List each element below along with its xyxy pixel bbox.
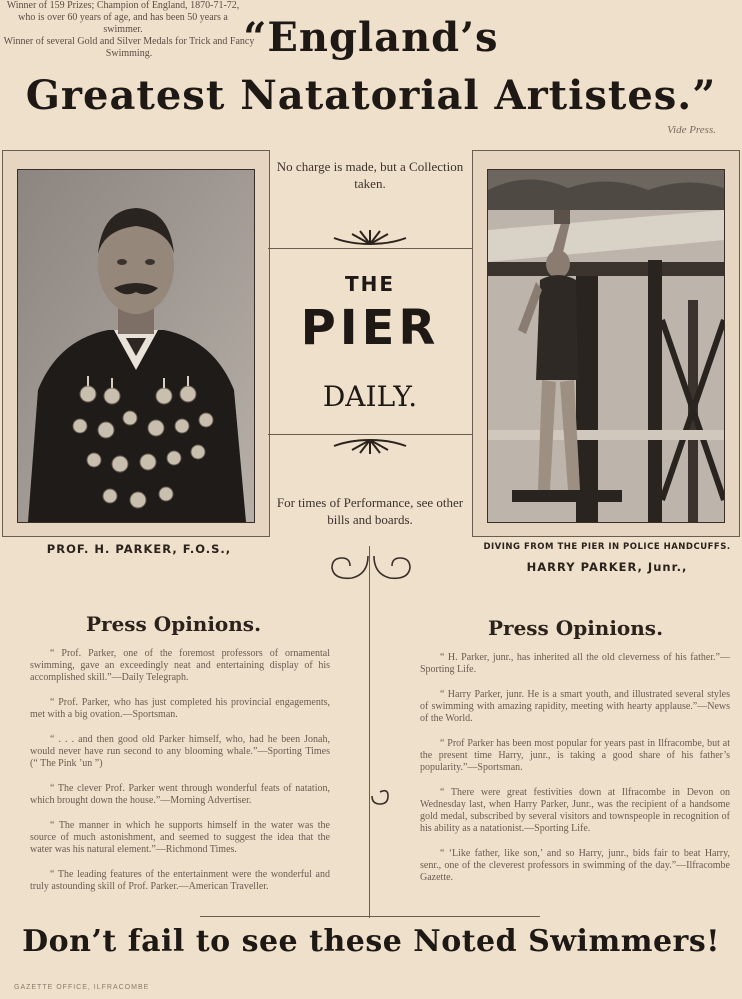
title-pier: PIER [300, 300, 440, 356]
center-divider-top [268, 248, 472, 249]
title-daily: DAILY. [322, 380, 418, 413]
fan-ornament-icon [320, 226, 420, 246]
press-quote: “ The manner in which he supports himself in the water was the source of much astonishment, and seemed to suggest the idea that the water was his natural element.”—Richmond Times. [30, 820, 330, 855]
prof-parker-photo [17, 169, 255, 523]
harry-parker-description: Winner of several Gold and Silver Medals for Trick and Fancy Swimming. [3, 36, 255, 59]
press-quotes-left [30, 648, 330, 906]
press-opinions-heading-right: Press Opinions. [488, 616, 664, 640]
press-quote: “ ‘Like father, like son,’ and so Harry, junr., bids fair to beat Harry, senr., one of the cleverest professors in swimming of the day.”—Ilfracombe Gazette. [420, 848, 730, 883]
press-quote: “ Prof. Parker, one of the foremost professors of ornamental swimming, gave an exceedingly neat and entertaining display of his accomplished skill.”—Daily Telegraph. [30, 648, 330, 683]
printer-imprint: GAZETTE OFFICE, ILFRACOMBE [14, 984, 150, 991]
press-quote: “ Prof Parker has been most popular for years past in Ilfracombe, but at the present time Harry, junr., is taking a good share of his father’s popularity.”—Sportsman. [420, 738, 730, 773]
scroll-ornament-icon [322, 552, 420, 812]
press-quote: “ The clever Prof. Parker went through wonderful feats of natation, which brought down the house.”—Morning Advertiser. [30, 783, 330, 806]
press-quote: “ H. Parker, junr., has inherited all the old cleverness of his father.”—Sporting Life. [420, 652, 730, 675]
headline-line-2: Greatest Natatorial Artistes.” [25, 72, 717, 119]
title-the: THE [344, 272, 396, 296]
performance-note: For times of Performance, see other bills and boards. [276, 495, 464, 527]
prof-parker-name: PROF. H. PARKER, F.O.S., [46, 542, 232, 556]
press-quote: “ The leading features of the entertainment were the wonderful and truly astounding skill of Prof. Parker.—American Traveller. [30, 869, 330, 892]
prof-parker-description: Winner of 159 Prizes; Champion of England, 1870-71-72, who is over 60 years of age, and has been 50 years a swimmer. [6, 0, 240, 35]
press-quote: “ Harry Parker, junr. He is a smart youth, and illustrated several styles of swimming with amazing rapidity, meeting with hearty applause.”—News of the World. [420, 689, 730, 724]
collection-note: No charge is made, but a Collection taken. [276, 159, 464, 191]
center-divider-bottom [268, 434, 472, 435]
left-photo-frame [2, 150, 270, 537]
press-quote: “ Prof. Parker, who has just completed his provincial engagements, met with a big ovation.—Sportsman. [30, 697, 330, 720]
diving-caption: DIVING FROM THE PIER IN POLICE HANDCUFFS. [483, 542, 731, 552]
harry-parker-name: HARRY PARKER, Junr., [526, 560, 688, 574]
right-photo-frame [472, 150, 740, 537]
press-quote: “ . . . and then good old Parker himself, who, had he been Jonah, would never have run second to any blooming whale.”—Sporting Times (“ The Pink ’un ”) [30, 734, 330, 769]
headline-line-1: “England’s [243, 14, 499, 61]
press-quote: “ There were great festivities down at Ilfracombe in Devon on Wednesday last, when Harry Parker, Junr., was the recipient of a handsome gold medal, subscribed by several visitors and townspeople in recognition of his ability as a natationist.—Sporting Life. [420, 787, 730, 834]
harry-parker-diving-photo [487, 169, 725, 523]
press-quotes-right [420, 652, 730, 897]
fan-ornament-icon [320, 438, 420, 458]
press-opinions-heading-left: Press Opinions. [86, 612, 262, 636]
bottom-divider [200, 916, 540, 917]
footer-slogan: Don’t fail to see these Noted Swimmers! [22, 924, 720, 959]
vide-press-note: Vide Press. [667, 124, 716, 136]
